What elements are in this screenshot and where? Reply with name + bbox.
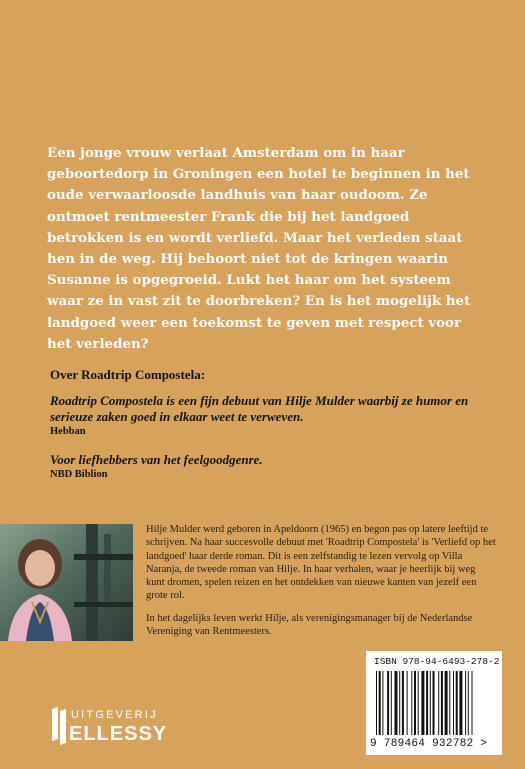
publisher-name: ELLESSY [69,723,168,745]
bio-paragraph: Hilje Mulder werd geboren in Apeldoorn (1965) en begon pas op latere leeftijd te schrijven. Na haar succesvolle debuut met 'Roadtrip Compostela' is 'Verliefd op het landgoed' haar derde roman. Dit is een zelfstandig te lezen vervolg op Villa Naranja, de tweede roman van Hilje. In haar verhalen, waar je heerlijk bij weg kunt dromen, spelen reizen en het ontdekken van nieuwe kanten van jezelf een grote rol. [146,524,496,602]
review-item [50,452,480,482]
review-quote: Voor liefhebbers van het feelgoodgenre. [50,452,263,467]
review-source: NBD Biblion [50,469,108,480]
publisher-line1: UITGEVERIJ [71,709,158,721]
review-quote: Roadtrip Compostela is een fijn debuut van Hilje Mulder waarbij ze humor en serieuze zaken goed in elkaar weet te verweven. [50,393,469,424]
reviews-heading: Over Roadtrip Compostela: [50,367,206,382]
review-item [50,393,480,439]
isbn-label: ISBN 978-94-6493-278-2 [374,656,500,667]
bio-paragraph: In het dagelijks leven werkt Hilje, als verenigingsmanager bij de Nederlandse Vereniging van Rentmeesters. [146,612,473,638]
isbn-barcode [366,651,502,755]
barcode-digits: 9 789464 932782 > [370,738,488,750]
barcode-bars [376,671,496,735]
review-source: Hebban [50,426,86,437]
reviews-section [50,367,480,495]
back-cover-blurb: Een jonge vrouw verlaat Amsterdam om in haar geboortedorp in Groningen een hotel te beginnen in het oude verwaarloosde landhuis van haar oudoom. Ze ontmoet rentmeester Frank die bij het landgoed betrokken is en wordt verliefd. Maar het verleden staat hen in de weg. Hij behoort niet tot de kringen waarin Susanne is opgegroeid. Lukt het haar om het systeem waar ze in vast zit te doorbreken? En is het mogelijk het landgoed weer een toekomst te geven met respect voor het verleden? [47,145,471,352]
author-bio [146,523,496,647]
author-photo [0,524,133,641]
publisher-mark-icon [50,705,68,745]
